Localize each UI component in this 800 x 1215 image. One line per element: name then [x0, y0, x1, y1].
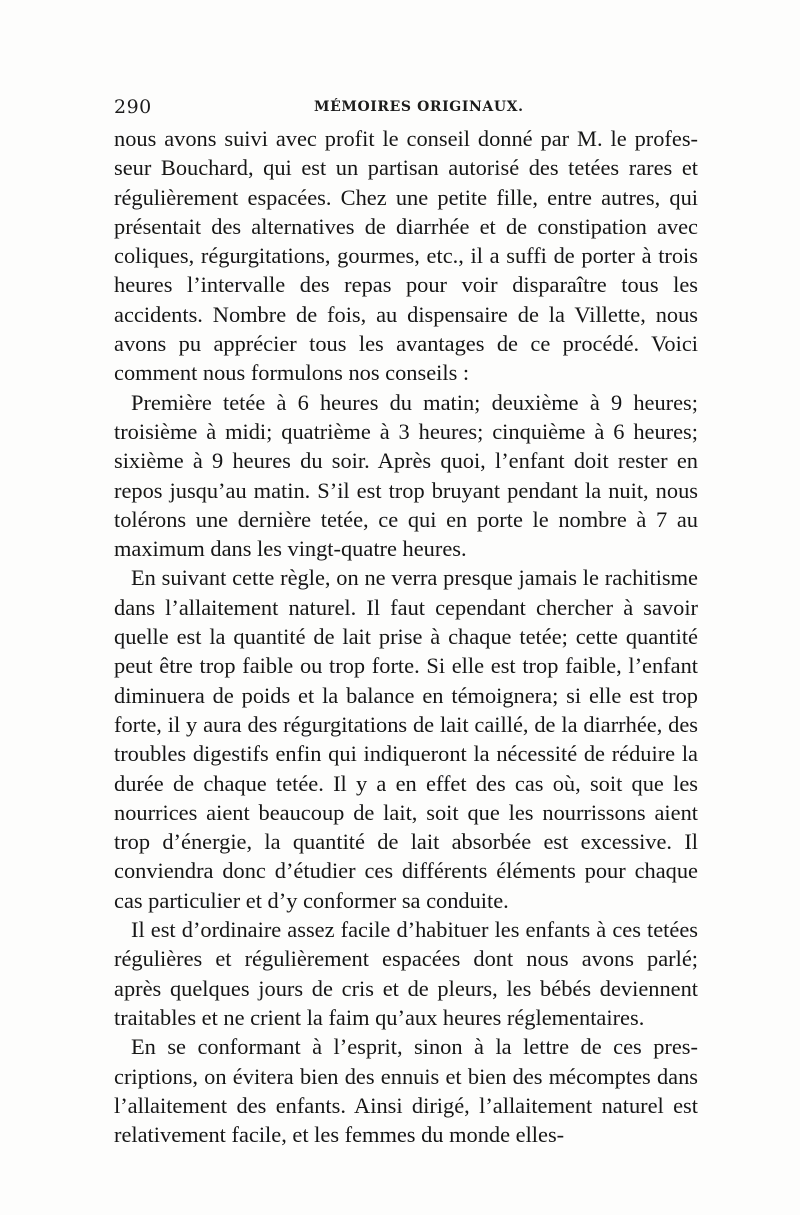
paragraph-prescriptions: En se conformant à l’esprit, sinon à la lettre de ces prescriptions, on évitera bien des ennuis et bien des mécomptes dans l’allaitement des enfants. Ainsi dirigé, l’allaitement naturel est relativement facile, et les femmes du monde elles- — [114, 1034, 698, 1148]
page-number: 290 — [114, 96, 152, 118]
paragraph-rule-rickets: En suivant cette règle, on ne verra presque jamais le rachitisme dans l’allaitement naturel. Il faut cependant chercher à savoir quelle est la quantité de lait prise à chaque tetée; cette quantité peut être trop faible ou trop forte. Si elle est trop faible, l’enfant diminuera de poids et la balance en témoignera; si elle est trop forte, il y aura des régurgitations de lait caillé, de la diarrhée, des troubles digestifs enfin qui indiqueront la nécessité de réduire la durée de chaque tetée. Il y a en effet des cas où, soit que les nourrices aient beaucoup de lait, soit que les nourrissons aient trop d’énergie, la quantité de lait absorbée est excessive. Il conviendra donc d’étudier ces différents éléments pour chaque cas particulier et d’y conformer sa conduite. — [114, 565, 698, 913]
page-header — [114, 96, 698, 122]
body-text — [114, 124, 698, 1149]
paragraph-continuation: nous avons suivi avec profit le conseil donné par M. le professeur Bouchard, qui est un partisan autorisé des tetées rares et régulièrement espacées. Chez une petite fille, entre autres, qui présentait des alternatives de diarrhée et de constipation avec coliques, régurgitations, gourmes, etc., il a suffi de porter à trois heures l’intervalle des repas pour voir disparaître tous les accidents. Nombre de fois, au dispensaire de la Villette, nous avons pu apprécier tous les avantages de ce procédé. Voici comment nous formulons nos conseils : — [114, 126, 698, 386]
paragraph-habituation: Il est d’ordinaire assez facile d’habituer les enfants à ces tetées régulières et régulièrement espacées dont nous avons parlé; après quelques jours de cris et de pleurs, les bébés deviennent traitables et ne crient la faim qu’aux heures réglementaires. — [114, 917, 698, 1030]
paragraph-feeding-schedule: Première tetée à 6 heures du matin; deuxième à 9 heures; troisième à midi; quatrième à 3 heures; cinquième à 6 heures; sixième à 9 heures du soir. Après quoi, l’enfant doit rester en repos jusqu’au matin. S’il est trop bruyant pendant la nuit, nous tolérons une dernière tetée, ce qui en porte le nombre à 7 au maximum dans les vingt-quatre heures. — [114, 389, 698, 562]
running-head: MÉMOIRES ORIGINAUX. — [314, 99, 524, 115]
